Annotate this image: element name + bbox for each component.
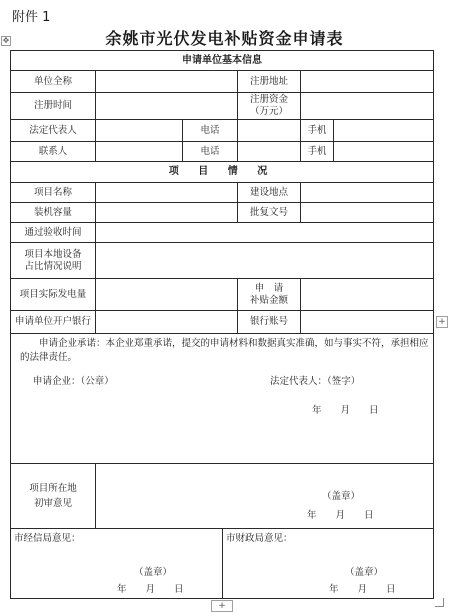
local-review-date: 年 月 日 — [307, 510, 374, 521]
finance-bureau-date: 年 月 日 — [329, 584, 396, 595]
attachment-label: 附件 1 — [12, 10, 51, 25]
reg-capital-field[interactable] — [301, 93, 433, 119]
label-subsidy-line2: 补贴金额 — [249, 294, 288, 306]
project-site-field[interactable] — [301, 183, 433, 202]
label-legal-rep-phone: 电话 — [200, 124, 220, 136]
contact-phone-field[interactable] — [238, 142, 300, 161]
label-contact-mobile: 手机 — [307, 145, 327, 157]
label-local-equipment-line1: 项目本地设备 — [24, 248, 82, 260]
label-reg-capital-line1: 注册资金 — [249, 94, 288, 105]
label-subsidy-amount — [238, 279, 300, 310]
label-approval-no: 批复文号 — [249, 206, 288, 218]
economic-bureau-label: 市经信局意见： — [14, 533, 81, 544]
economic-bureau-seal: （盖章） — [134, 567, 173, 578]
contact-mobile-field[interactable] — [334, 142, 433, 161]
label-local-review — [11, 464, 95, 528]
label-local-equipment — [11, 243, 95, 278]
commitment-date: 年 月 日 — [312, 405, 379, 416]
form-title: 余姚市光伏发电补贴资金申请表 — [105, 29, 344, 48]
commitment-text: 申请企业承诺：本企业郑重承诺，提交的申请材料和数据真实准确，如与事实不符，承担相应的法律责任。 — [20, 338, 429, 363]
label-reg-capital — [238, 93, 300, 119]
table-move-handle-icon[interactable]: ✥ — [2, 36, 10, 45]
acceptance-time-field[interactable] — [96, 223, 433, 242]
label-legal-rep-mobile: 手机 — [307, 124, 327, 136]
label-acceptance-time: 通过验收时间 — [24, 226, 82, 238]
bank-field[interactable] — [96, 311, 237, 333]
capacity-field[interactable] — [96, 203, 237, 222]
local-equipment-field[interactable] — [96, 243, 433, 278]
label-bank: 申请单位开户银行 — [14, 316, 91, 327]
finance-bureau-seal: （盖章） — [345, 567, 384, 578]
label-reg-time: 注册时间 — [33, 100, 72, 111]
label-account: 银行账号 — [249, 316, 288, 327]
label-local-review-line2: 初审意见 — [33, 498, 72, 509]
label-contact: 联系人 — [38, 145, 68, 157]
label-unit-name: 单位全称 — [33, 75, 72, 87]
legal-rep-field[interactable] — [96, 120, 182, 141]
table-resize-handle-icon[interactable] — [435, 598, 444, 607]
label-local-review-line1: 项目所在地 — [29, 483, 77, 494]
label-reg-address: 注册地址 — [249, 75, 288, 87]
label-local-equipment-line2: 占比情况说明 — [24, 260, 82, 272]
label-reg-capital-line2: （万元） — [249, 106, 288, 117]
economic-bureau-date: 年 月 日 — [117, 584, 184, 595]
add-row-plus-icon[interactable]: + — [211, 600, 233, 612]
subsidy-amount-field[interactable] — [301, 279, 433, 310]
add-column-plus-icon[interactable]: + — [436, 316, 448, 328]
account-field[interactable] — [301, 311, 433, 333]
label-capacity: 装机容量 — [33, 206, 72, 218]
section-header-project: 项 目 情 况 — [168, 166, 276, 177]
local-review-seal: （盖章） — [322, 491, 361, 502]
label-legal-rep: 法定代表人 — [29, 124, 77, 136]
applicant-company-seal-label: 申请企业：（公章） — [33, 376, 114, 387]
label-project-site: 建设地点 — [249, 186, 288, 198]
project-name-field[interactable] — [96, 183, 237, 202]
actual-output-field[interactable] — [96, 279, 237, 310]
contact-field[interactable] — [96, 142, 182, 161]
label-actual-output: 项目实际发电量 — [19, 288, 87, 300]
unit-name-field[interactable] — [96, 71, 237, 92]
legal-rep-signature-label: 法定代表人：（签字） — [270, 376, 361, 387]
finance-bureau-label: 市财政局意见： — [226, 533, 293, 544]
label-project-name: 项目名称 — [33, 186, 72, 198]
reg-time-field[interactable] — [96, 93, 237, 119]
legal-rep-phone-field[interactable] — [238, 120, 300, 141]
label-contact-phone: 电话 — [200, 145, 220, 157]
approval-no-field[interactable] — [301, 203, 433, 222]
label-subsidy-line1: 申 请 — [254, 282, 284, 294]
legal-rep-mobile-field[interactable] — [334, 120, 433, 141]
section-header-applicant: 申请单位基本信息 — [182, 54, 262, 66]
reg-address-field[interactable] — [301, 71, 433, 92]
